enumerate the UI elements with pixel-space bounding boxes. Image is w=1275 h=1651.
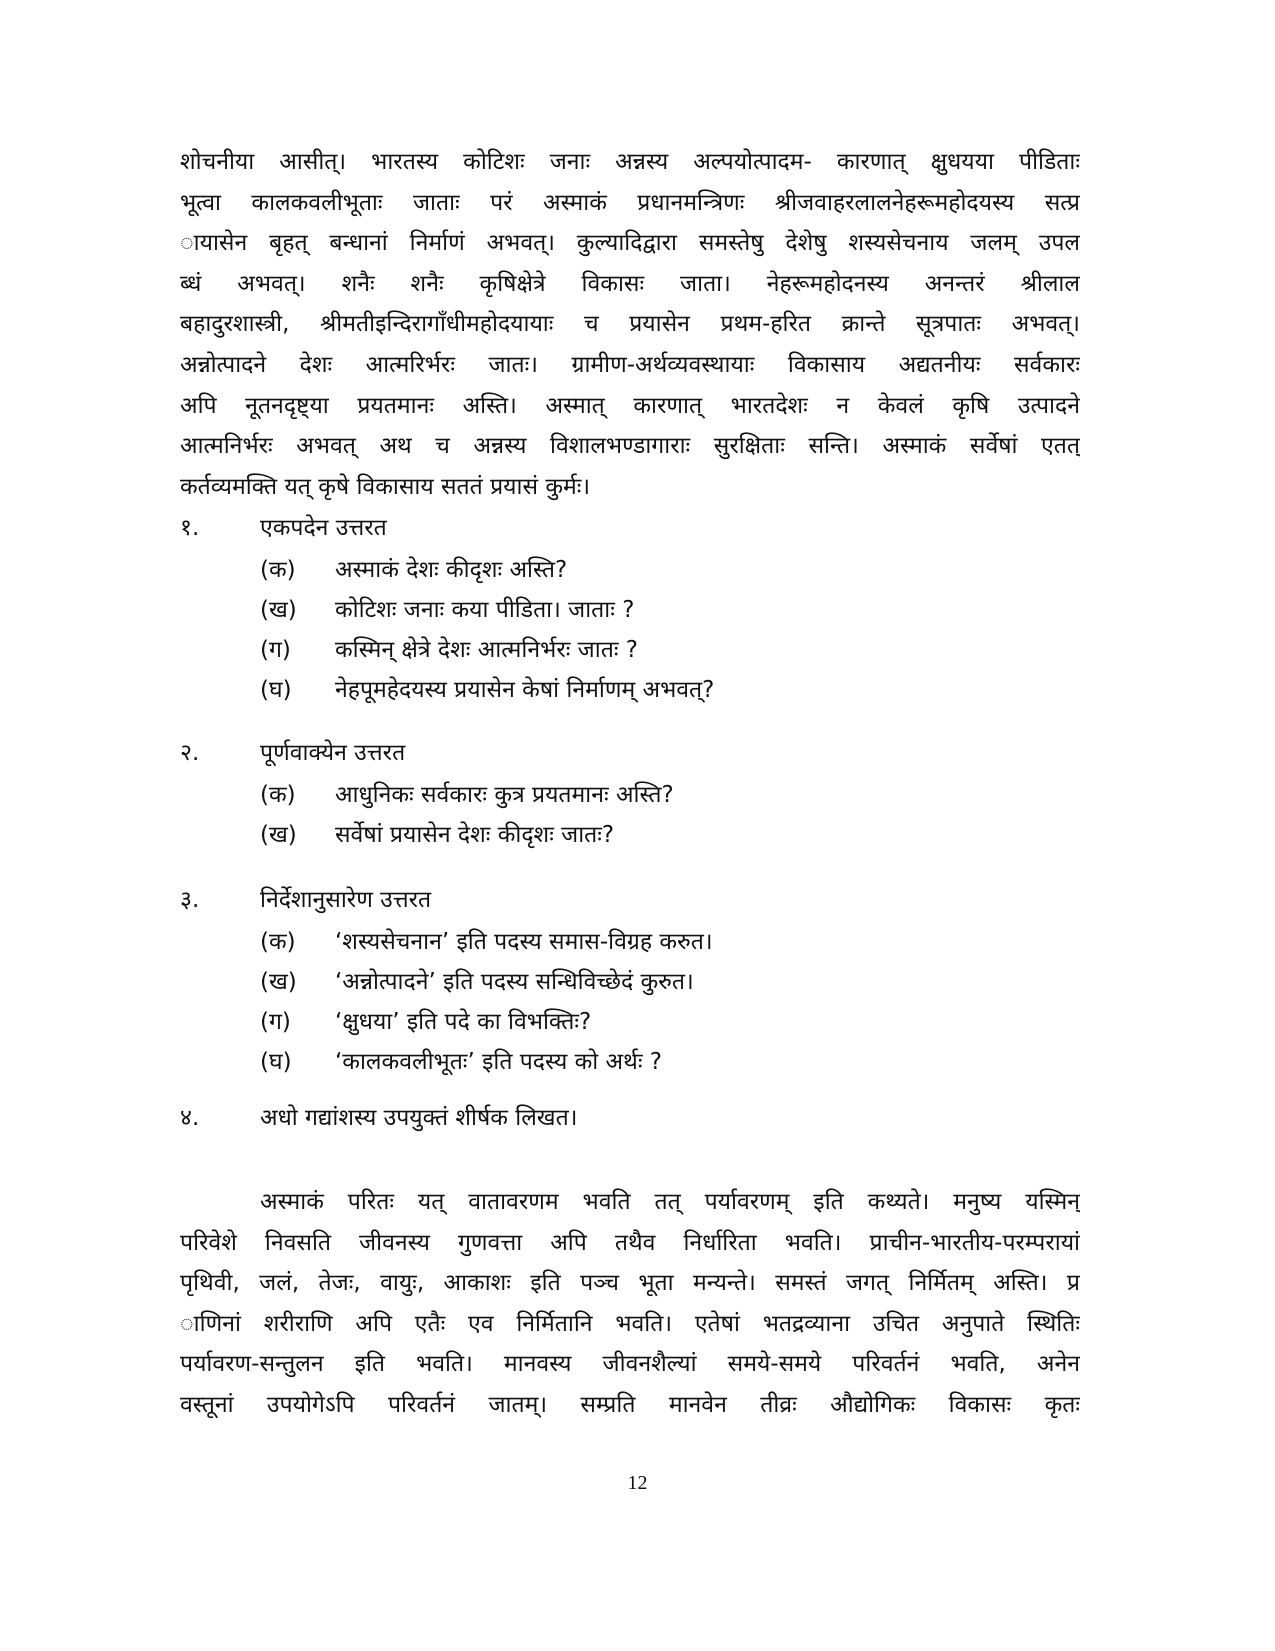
passage-line: ब्धं अभवत्। शनैः शनैः कृषिक्षेत्रे विकासः जाता। नेहरूमहोदनस्य अनन्तरं श्रीलाल <box>180 270 1080 297</box>
sub-question <box>260 550 1080 590</box>
passage-line: शोचनीया आसीत्। भारतस्य कोटिशः जनाः अन्नस्य अल्पयोत्पादम- कारणात् क्षुधयया पीडिताः <box>180 149 1080 175</box>
sub-question <box>260 670 1080 710</box>
question-heading <box>180 506 1080 550</box>
question-number: ३. <box>180 887 200 913</box>
question-title: एकपदेन उत्तरत <box>260 515 387 541</box>
sub-question <box>260 1002 1080 1042</box>
sub-question-label: (ख) <box>260 597 297 623</box>
question-4 <box>180 1096 1080 1140</box>
question-title: निर्देशानुसारेण उत्तरत <box>260 887 432 913</box>
sub-question-text: अस्माकं देशः कीदृशः अस्ति? <box>335 557 568 583</box>
question-heading <box>180 878 1080 922</box>
question-number: १. <box>180 515 200 541</box>
sub-question-label: (घ) <box>260 1049 292 1075</box>
passage-line: अपि नूतनदृष्ट्या प्रयतमानः अस्ति। अस्मात् कारणात् भारतदेशः न केवलं कृषि उत्पादने <box>180 392 1080 419</box>
sub-question-label: (क) <box>260 782 296 808</box>
sub-question-label: (ग) <box>260 1009 291 1035</box>
passage-line: आत्मनिर्भरः अभवत् अथ च अन्नस्य विशालभण्डागाराः सुरक्षिताः सन्ति। अस्माकं सर्वेषां एतत् <box>180 433 1080 460</box>
page-number: 12 <box>627 1472 648 1494</box>
passage-line: अस्माकं परितः यत् वातावरणम भवति तत् पर्यावरणम् इति कथ्यते। मनुष्य यस्मिन् <box>260 1189 1080 1215</box>
sub-question-label: (ख) <box>260 822 297 848</box>
sub-question-text: ‘कालकवलीभूतः’ इति पदस्य को अर्थः ? <box>335 1049 662 1075</box>
passage-line: भूत्वा कालकवलीभूताः जाताः परं अस्माकं प्रधानमन्त्रिणः श्रीजवाहरलालनेहरूमहोदयस्य सत्प्र <box>180 189 1080 216</box>
passage-line: अन्नोत्पादने देशः आत्मरिर्भरः जातः। ग्रामीण-अर्थव्यवस्थायाः विकासाय अद्यतनीयः सर्वकारः <box>180 351 1080 378</box>
sub-question-text: सर्वेषां प्रयासेन देशः कीदृशः जातः? <box>335 822 615 848</box>
sub-question <box>260 922 1080 962</box>
sub-question-text: आधुनिकः सर्वकारः कुत्र प्रयतमानः अस्ति? <box>335 782 674 808</box>
sub-question <box>260 962 1080 1002</box>
sub-question-text: ‘अन्नोत्पादने’ इति पदस्य सन्धिविच्छेदं कुरुत। <box>335 969 694 995</box>
sub-question-label: (ख) <box>260 969 297 995</box>
passage-line: पृथिवी, जलं, तेजः, वायुः, आकाशः इति पञ्च भूता मन्यन्ते। समस्तं जगत् निर्मितम् अस्ति। प्र <box>180 1270 1080 1297</box>
passage-line: बहादुरशास्त्री, श्रीमतीइन्दिरागाँधीमहोदयायाः च प्रयासेन प्रथम-हरित क्रान्ते सूत्रपातः अभवत्। <box>180 311 1080 338</box>
sub-question <box>260 1042 1080 1082</box>
question-number: २. <box>180 740 200 766</box>
sub-question-text: कोटिशः जनाः कया पीडिता। जाताः ? <box>335 597 635 623</box>
sub-question-text: ‘शस्यसेचनान’ इति पदस्य समास-विग्रह करुत। <box>335 929 713 955</box>
question-2 <box>180 731 1080 855</box>
sub-question-text: ‘क्षुधया’ इति पदे का विभक्तिः? <box>335 1009 592 1035</box>
question-heading <box>180 1096 1080 1140</box>
passage-line: परिवेशे निवसति जीवनस्य गुणवत्ता अपि तथैव निर्धारिता भवति। प्राचीन-भारतीय-परम्परायां <box>180 1229 1080 1256</box>
passage-line: वस्तूनां उपयोगेऽपि परिवर्तनं जातम्। सम्प्रति मानवेन तीव्रः औद्योगिकः विकासः कृतः <box>180 1391 1080 1418</box>
sub-question <box>260 815 1080 855</box>
sub-question-label: (क) <box>260 929 296 955</box>
sub-question-label: (क) <box>260 557 296 583</box>
question-3 <box>180 878 1080 1082</box>
sub-question <box>260 775 1080 815</box>
sub-question <box>260 590 1080 630</box>
passage-line: ायासेन बृहत् बन्धानां निर्माणं अभवत्। कुल्यादिद्वारा समस्तेषु देशेषु शस्यसेचनाय जलम् उपल <box>180 230 1080 257</box>
sub-question <box>260 630 1080 670</box>
sub-question-text: नेहपूमहेदयस्य प्रयासेन केषां निर्माणम् अभवत्? <box>335 677 715 703</box>
question-number: ४. <box>180 1105 200 1131</box>
passage-line: कर्तव्यमक्ति यत् कृषे विकासाय सततं प्रयासं कुर्मः। <box>180 473 591 500</box>
passage-line: ाणिनां शरीराणि अपि एतैः एव निर्मितानि भवति। एतेषां भतद्रव्याना उचित अनुपाते स्थितिः <box>180 1310 1080 1337</box>
question-title: अधो गद्यांशस्य उपयुक्तं शीर्षक लिखत। <box>260 1105 578 1131</box>
sub-question-text: कस्मिन् क्षेत्रे देशः आत्मनिर्भरः जातः ? <box>335 637 638 663</box>
question-title: पूर्णवाक्येन उत्तरत <box>260 740 406 766</box>
passage-bottom <box>180 1182 1080 1426</box>
question-1 <box>180 506 1080 710</box>
sub-question-label: (ग) <box>260 637 291 663</box>
passage-top <box>180 142 1080 507</box>
sub-question-label: (घ) <box>260 677 292 703</box>
question-heading <box>180 731 1080 775</box>
passage-line: पर्यावरण-सन्तुलन इति भवति। मानवस्य जीवनशैल्यां समये-समये परिवर्तनं भवति, अनेन <box>180 1351 1080 1378</box>
